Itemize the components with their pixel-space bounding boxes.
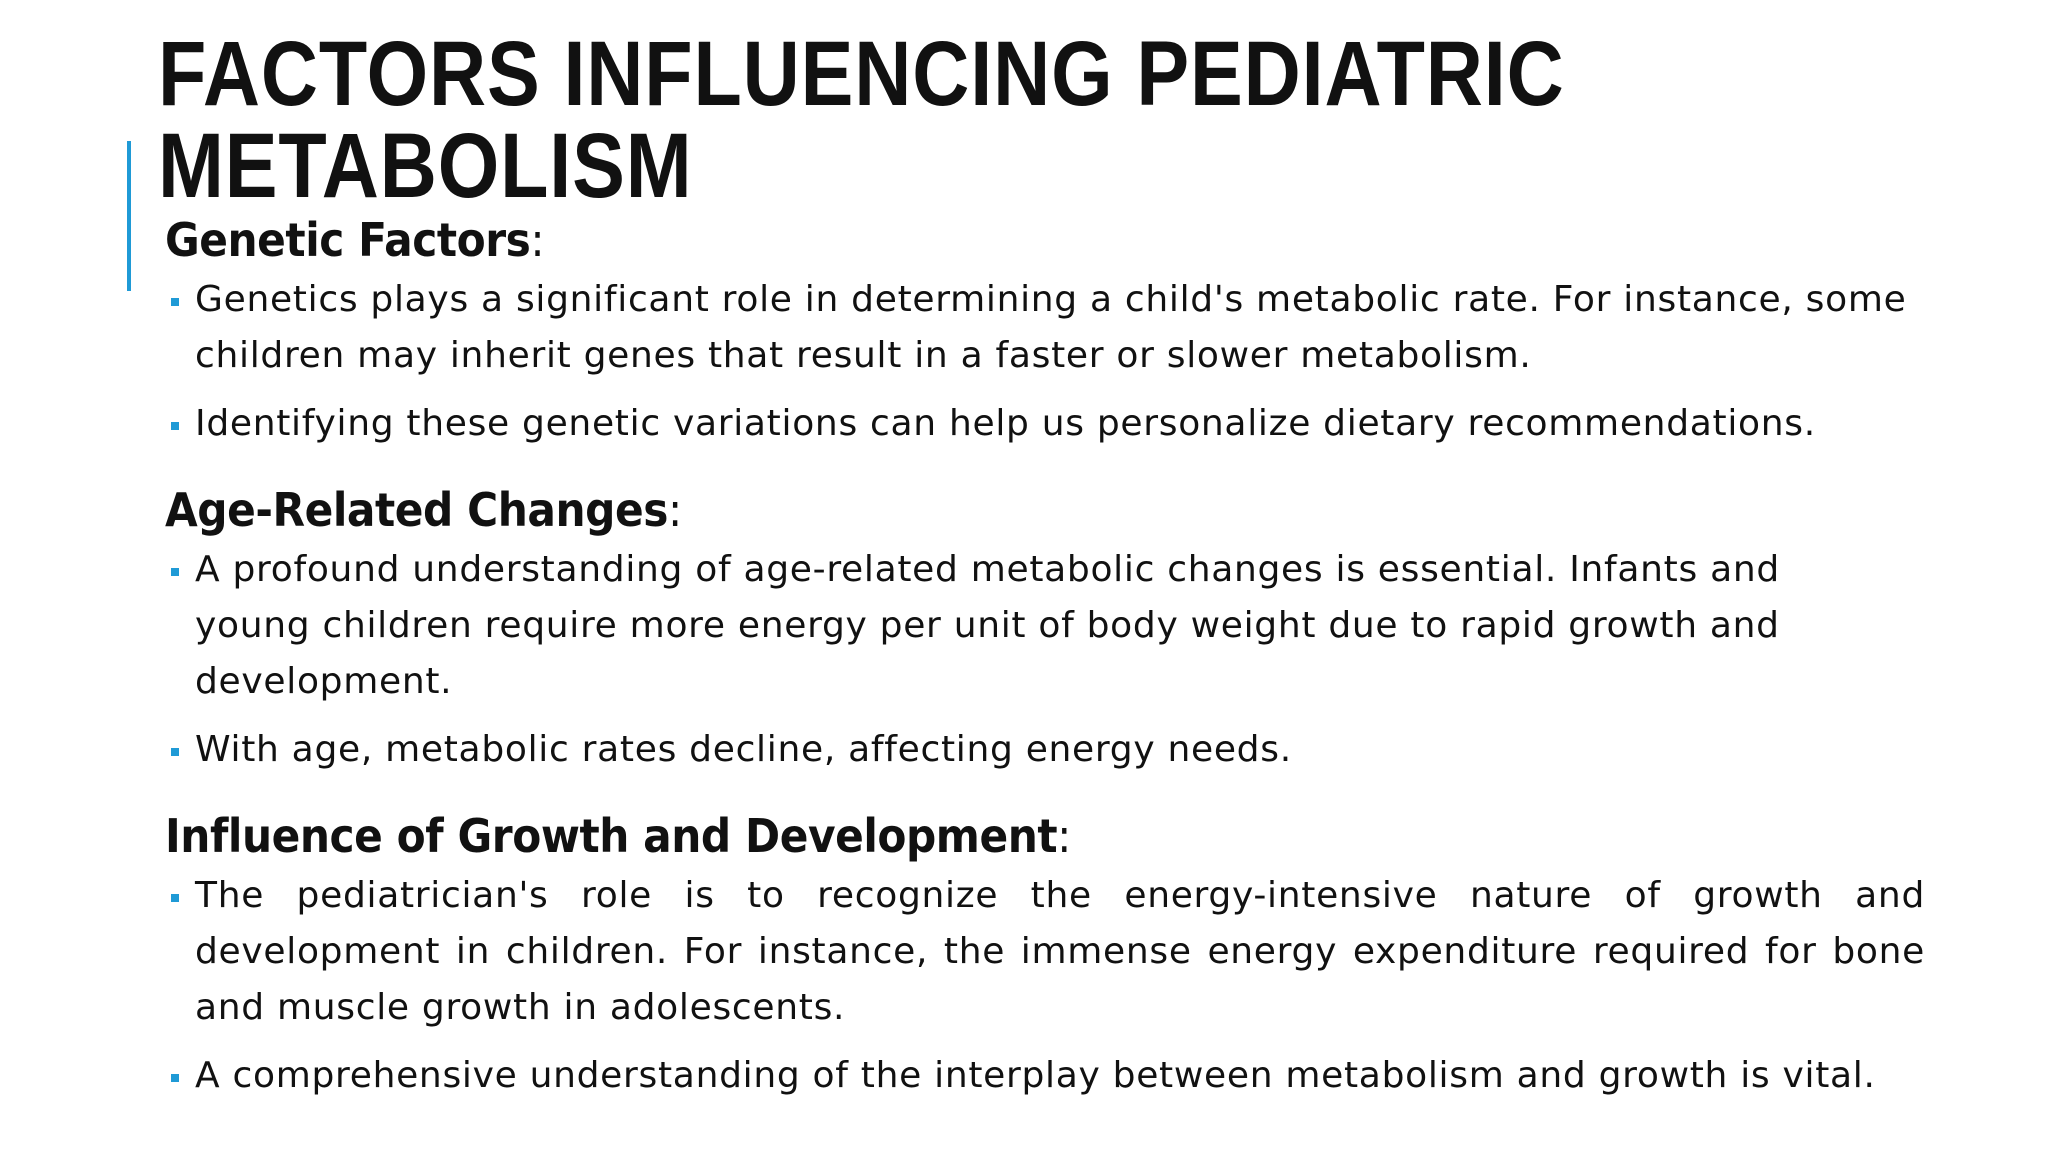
square-bullet-icon (171, 298, 179, 306)
bullet-text: With age, metabolic rates decline, affecting energy needs. (195, 729, 1292, 770)
section-heading (165, 482, 1784, 538)
title-accent-bar (127, 141, 131, 291)
square-bullet-icon (171, 894, 179, 902)
bullet-item (165, 722, 1925, 778)
bullet-list (165, 272, 1925, 452)
slide-content (165, 212, 1925, 1104)
bullet-text: A comprehensive understanding of the interplay between metabolism and growth is vital. (195, 1055, 1876, 1096)
bullet-list (165, 868, 1925, 1104)
bullet-item (165, 868, 1925, 1036)
bullet-text: A profound understanding of age-related metabolic changes is essential. Infants and young children require more energy per unit of body weight due to rapid growth and development. (195, 549, 1780, 702)
section-genetic-factors (165, 212, 1925, 452)
section-growth-and-development (165, 808, 1925, 1104)
bullet-text: The pediatrician's role is to recognize the energy-intensive nature of growth and development in children. For instance, the immense energy expenditure required for bone and muscle growth in adolescents. (195, 875, 1925, 1028)
bullet-item (165, 1048, 1925, 1104)
section-heading-text: Influence of Growth and Development (165, 809, 1058, 863)
section-heading-text: Age-Related Changes (165, 483, 668, 537)
bullet-text: Genetics plays a significant role in determining a child's metabolic rate. For instance, some children may inherit genes that result in a faster or slower metabolism. (195, 279, 1907, 376)
square-bullet-icon (171, 748, 179, 756)
bullet-text: Identifying these genetic variations can help us personalize dietary recommendations. (195, 403, 1816, 444)
section-heading-colon: : (530, 213, 545, 267)
bullet-item (165, 272, 1925, 384)
square-bullet-icon (171, 568, 179, 576)
section-heading-colon: : (1057, 809, 1071, 863)
section-age-related-changes (165, 482, 1925, 778)
section-heading-text: Genetic Factors (165, 213, 531, 267)
slide-title: FACTORS INFLUENCING PEDIATRIC METABOLISM (158, 23, 1565, 217)
section-heading (165, 212, 1784, 268)
bullet-list (165, 542, 1925, 778)
square-bullet-icon (171, 1074, 179, 1082)
section-heading-colon: : (667, 483, 682, 537)
square-bullet-icon (171, 422, 179, 430)
bullet-item (165, 542, 1925, 710)
section-heading (165, 808, 1784, 864)
bullet-item (165, 396, 1925, 452)
